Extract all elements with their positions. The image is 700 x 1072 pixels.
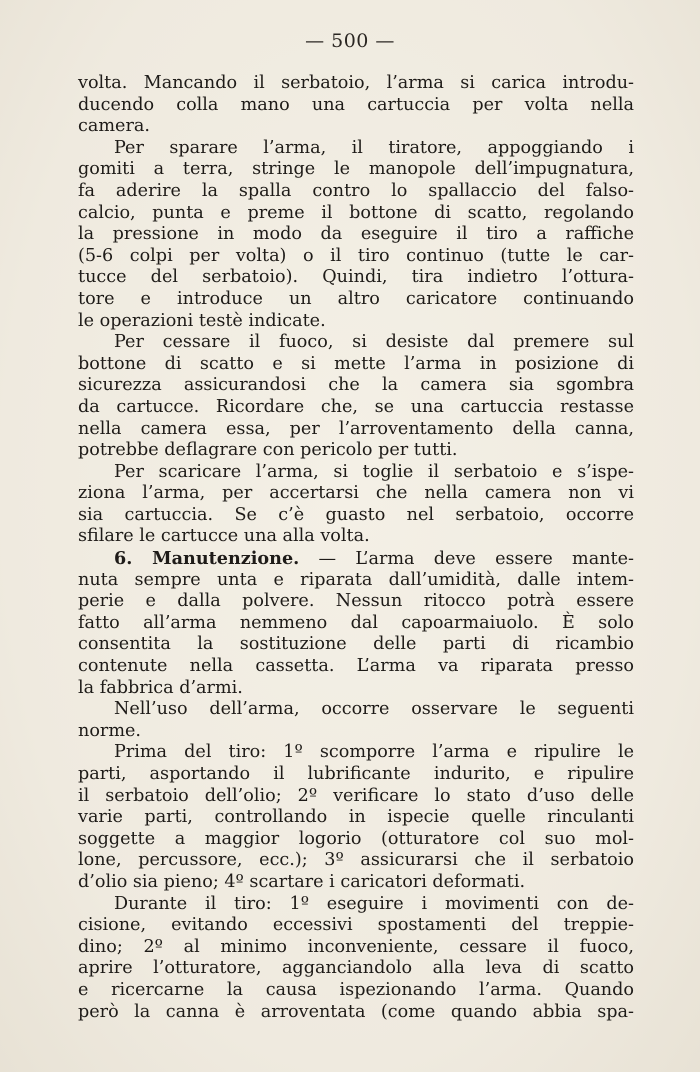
text-line: cisione, evitando eccessivi spostamenti del treppie-: [78, 915, 634, 936]
text-line: da cartucce. Ricordare che, se una cartuccia restasse: [78, 396, 634, 417]
text-line: calcio, punta e preme il bottone di scatto, regolando: [78, 202, 634, 223]
body-text: [78, 73, 634, 1023]
text-line: lone, percussore, ecc.); 3º assicurarsi che il serbatoio: [78, 850, 634, 871]
text-line: ziona l’arma, per accertarsi che nella camera non vi: [78, 483, 634, 504]
text-line: sia cartuccia. Se c’è guasto nel serbatoio, occorre: [78, 504, 634, 525]
text-line: contenute nella cassetta. L’arma va riparata presso: [78, 656, 634, 677]
text-line: tore e introduce un altro caricatore continuando: [78, 288, 634, 309]
text-line: Per sparare l’arma, il tiratore, appoggiando i: [114, 137, 634, 158]
text-line: però la canna è arroventata (come quando abbia spa-: [78, 1001, 634, 1022]
section-heading: 6. Manutenzione.: [114, 548, 300, 570]
text-line: e ricercarne la causa ispezionando l’arma. Quando: [78, 979, 634, 1000]
text-line: Per scaricare l’arma, si toglie il serbatoio e s’ispe-: [114, 461, 634, 482]
text-line: aprire l’otturatore, agganciandolo alla leva di scatto: [78, 958, 634, 979]
text-line: sfilare le cartucce una alla volta.: [78, 526, 370, 547]
text-line: consentita la sostituzione delle parti di ricambio: [78, 634, 634, 655]
text-line: potrebbe deflagrare con pericolo per tutti.: [78, 440, 458, 461]
text-line: varie parti, controllando in ispecie quelle rinculanti: [78, 807, 634, 828]
text-line: volta. Mancando il serbatoio, l’arma si carica introdu-: [78, 73, 634, 93]
text-line: nuta sempre unta e riparata dall’umidità, dalle intem-: [78, 569, 634, 590]
page-number: — 500 —: [305, 30, 395, 52]
text-line: d’olio sia pieno; 4º scartare i caricatori deformati.: [78, 871, 526, 892]
text-line: fatto all’arma nemmeno dal capoarmaiuolo. È solo: [78, 612, 634, 633]
text-line: camera.: [78, 116, 150, 137]
text-line: dino; 2º al minimo inconveniente, cessare il fuoco,: [78, 936, 634, 957]
text-line: Nell’uso dell’arma, occorre osservare le seguenti: [114, 699, 634, 720]
text-line: bottone di scatto e si mette l’arma in posizione di: [78, 353, 634, 374]
text-line: norme.: [78, 720, 142, 741]
text-line: Durante il tiro: 1º eseguire i movimenti con de-: [114, 893, 634, 914]
text-line: tucce del serbatoio). Quindi, tira indietro l’ottura-: [78, 267, 634, 288]
text-line: Prima del tiro: 1º scomporre l’arma e ripulire le: [114, 742, 634, 763]
text-line: la pressione in modo da eseguire il tiro a raffiche: [78, 224, 634, 245]
text-line: le operazioni testè indicate.: [78, 310, 326, 331]
text-line: la fabbrica d’armi.: [78, 677, 243, 698]
text-line: soggette a maggior logorio (otturatore col suo mol-: [78, 828, 634, 849]
text-line: sicurezza assicurandosi che la camera sia sgombra: [78, 375, 634, 396]
text-line: (5-6 colpi per volta) o il tiro continuo (tutte le car-: [78, 245, 634, 266]
text-line: perie e dalla polvere. Nessun ritocco potrà essere: [78, 591, 634, 612]
text-line: 6. Manutenzione. — L’arma deve essere mante-: [114, 548, 634, 570]
text-line: parti, asportando il lubrificante indurito, e ripulire: [78, 764, 634, 784]
text-line: fa aderire la spalla contro lo spallaccio del falso-: [78, 180, 634, 201]
text-line: Per cessare il fuoco, si desiste dal premere sul: [114, 332, 634, 353]
text-line: il serbatoio dell’olio; 2º verificare lo stato d’uso delle: [78, 785, 634, 806]
text-line: nella camera essa, per l’arroventamento della canna,: [78, 418, 634, 439]
text-line: gomiti a terra, stringe le manopole dell’impugnatura,: [78, 159, 634, 180]
text-line: ducendo colla mano una cartuccia per volta nella: [78, 94, 634, 115]
